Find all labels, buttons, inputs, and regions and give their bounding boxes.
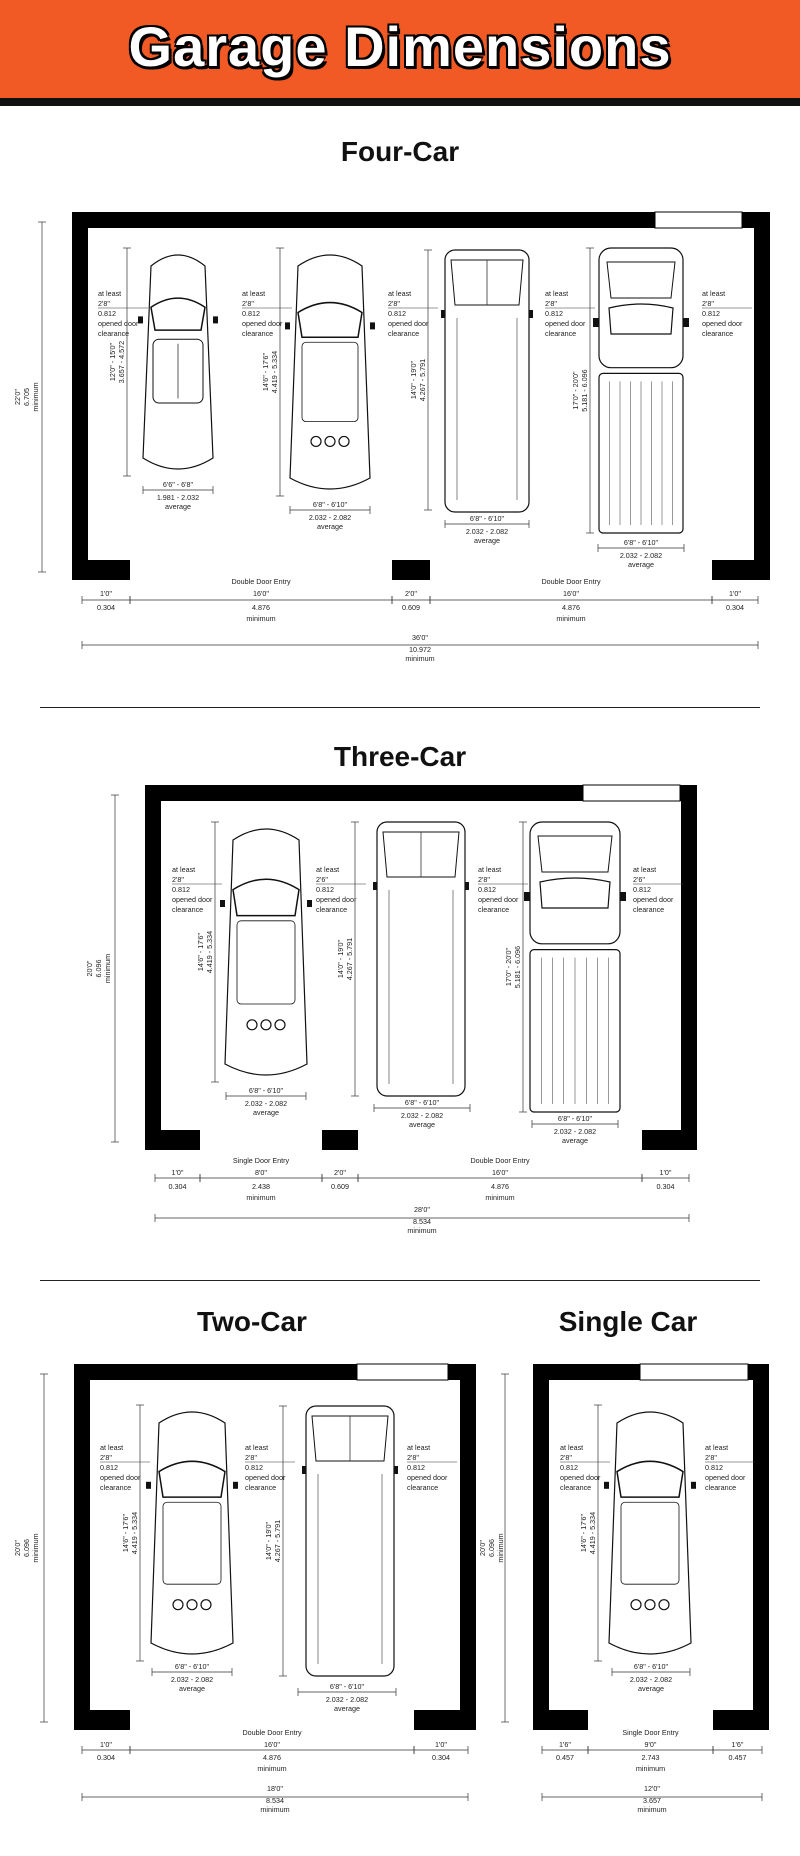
clearance-word: clearance [100,1483,132,1492]
vehicle-width-average: average [317,522,343,531]
vehicle-width-average: average [638,1684,664,1693]
van-mirror [394,1466,398,1474]
vehicle-width-m: 2.032 - 2.082 [400,1111,444,1120]
clearance-ft: 2'8" [388,299,400,308]
clearance-ft: 2'8" [478,875,490,884]
vehicle-width-ft: 6'8" - 6'10" [329,1682,365,1691]
clearance-opened-door: opened door [478,895,519,904]
segment-m: 4.876 [252,603,270,612]
clearance-opened-door: opened door [172,895,213,904]
front-wall-pier [713,1710,769,1730]
clearance-ft: 2'8" [407,1453,419,1462]
segment-ft: 8'0" [255,1168,267,1177]
clearance-at-least: at least [100,1443,124,1452]
clearance-opened-door: opened door [245,1473,286,1482]
vehicle-width-m: 2.032 - 2.082 [325,1695,369,1704]
vehicle-length-m: 5.181 - 6.096 [580,369,589,412]
section-title: Single Car [558,1306,698,1337]
overall-depth-m: 6.096 [94,959,103,978]
clearance-ft: 2'8" [702,299,714,308]
front-wall-pier [712,560,770,580]
front-wall-pier [414,1710,476,1730]
vehicle-length-ft: 17'0" - 20'0" [571,371,580,410]
overall-width-ft: 28'0" [414,1205,430,1214]
vehicle-width-ft: 6'8" - 6'10" [312,500,348,509]
clearance-m: 0.812 [702,309,720,318]
clearance-opened-door: opened door [242,319,283,328]
garage-wall-back [748,1364,769,1380]
vehicle-roadster [108,248,218,511]
vehicle-width-m: 2.032 - 2.082 [629,1675,673,1684]
overall-depth-ft: 20'0" [85,960,94,977]
sedan-windshield [159,1461,225,1497]
vehicle-width-m: 2.032 - 2.082 [308,513,352,522]
vehicle-length-ft: 14'6" - 17'6" [579,1513,588,1553]
clearance-at-least: at least [702,289,726,298]
overall-depth-m: 6.096 [22,1539,31,1557]
door-entry-label: Double Door Entry [242,1728,302,1737]
clearance-m: 0.812 [388,309,406,318]
clearance-opened-door: opened door [633,895,674,904]
clearance-word: clearance [478,905,510,914]
service-door [640,1364,748,1380]
vehicle-length-m: 4.419 - 5.334 [588,1511,597,1555]
vehicle-width-average: average [165,502,191,511]
clearance-m: 0.812 [545,309,563,318]
clearance-word: clearance [172,905,204,914]
vehicle-width-average: average [253,1108,279,1117]
clearance-m: 0.812 [245,1463,263,1472]
van-mirror [373,882,377,890]
garage-wall-left [74,1364,90,1730]
segment-m: 2.743 [641,1753,660,1762]
clearance-at-least: at least [316,865,340,874]
segment-m: 2.438 [252,1182,270,1191]
clearance-at-least: at least [407,1443,431,1452]
vehicle-length-ft: 14'0" - 19'0" [409,360,418,400]
clearance-word: clearance [388,329,420,338]
clearance-word: clearance [242,329,274,338]
clearance-m: 0.812 [560,1463,578,1472]
clearance-at-least: at least [388,289,412,298]
clearance-m: 0.812 [478,885,496,894]
clearance-word: clearance [98,329,130,338]
vehicle-sedan [196,822,312,1117]
segment-m: 4.876 [263,1753,281,1762]
vehicle-length-ft: 12'0" - 15'0" [108,342,117,382]
overall-width-m: 8.534 [266,1796,284,1805]
clearance-at-least: at least [172,865,196,874]
vehicle-van [264,1406,398,1713]
vehicle-width-ft: 6'8" - 6'10" [174,1662,210,1671]
clearance-at-least: at least [560,1443,584,1452]
vehicle-width-m: 2.032 - 2.082 [553,1127,597,1136]
sedan-mirror [691,1482,696,1489]
door-entry-label: Double Door Entry [541,577,601,586]
clearance-word: clearance [407,1483,439,1492]
clearance-ft: 2'8" [172,875,184,884]
clearance-m: 0.812 [316,885,334,894]
garage-wall-right [681,785,697,1150]
overall-depth-m: 6.705 [22,388,31,406]
pickup-mirror [593,318,599,327]
vehicle-length-ft: 14'6" - 17'6" [121,1513,130,1553]
clearance-ft: 2'8" [242,299,254,308]
vehicle-width-ft: 6'6" - 6'8" [162,480,194,489]
segment-note: minimum [635,1764,666,1773]
sedan-mirror [370,322,375,329]
clearance-ft: 2'8" [705,1453,717,1462]
garage-wall-back [533,1364,640,1380]
vehicle-length-ft: 14'0" - 19'0" [264,1521,273,1561]
roadster-windshield [151,298,205,330]
clearance-m: 0.812 [98,309,116,318]
clearance-m: 0.812 [705,1463,723,1472]
clearance-ft: 2'6" [633,875,645,884]
vehicle-pickup [504,822,626,1145]
vehicle-length-ft: 14'6" - 17'6" [261,352,270,392]
clearance-m: 0.812 [100,1463,118,1472]
vehicle-width-ft: 6'8" - 6'10" [633,1662,669,1671]
vehicle-width-m: 2.032 - 2.082 [619,551,663,560]
segment-ft: 9'0" [644,1740,657,1749]
clearance-ft: 2'8" [98,299,110,308]
clearance-opened-door: opened door [98,319,139,328]
vehicle-width-average: average [409,1120,435,1129]
segment-ft: 16'0" [492,1168,508,1177]
segment-ft: 1'0" [435,1740,447,1749]
clearance-opened-door: opened door [705,1473,746,1482]
segment-ft: 16'0" [264,1740,280,1749]
clearance-m: 0.812 [633,885,651,894]
garage-wall-left [145,785,161,1150]
garage-plan [13,212,770,663]
clearance-word: clearance [245,1483,277,1492]
van-mirror [441,310,445,318]
clearance-opened-door: opened door [100,1473,141,1482]
vehicle-length-m: 3.657 - 4.572 [117,340,126,384]
overall-width-note: minimum [260,1805,290,1814]
vehicle-length-ft: 14'6" - 17'6" [196,932,205,972]
garage-plan [85,785,697,1235]
segment-ft: 16'0" [253,589,269,598]
vehicle-width-m: 1.981 - 2.032 [156,493,200,502]
door-entry-label: Single Door Entry [232,1156,290,1165]
segment-ft: 2'0" [405,589,417,598]
segment-m: 0.304 [726,603,744,612]
vehicle-width-average: average [179,1684,205,1693]
sedan-mirror [220,900,225,907]
overall-depth-ft: 22'0" [13,389,22,405]
clearance-ft: 2'8" [245,1453,257,1462]
door-entry-label: Single Door Entry [622,1728,679,1737]
overall-depth-ft: 20'0" [478,1540,487,1556]
front-wall-pier [533,1710,588,1730]
segment-m: 0.609 [402,603,420,612]
overall-depth-note: minimum [31,1533,40,1563]
segment-note: minimum [556,614,586,623]
clearance-at-least: at least [245,1443,269,1452]
van-mirror [302,1466,306,1474]
garage-wall-back [74,1364,357,1380]
segment-m: 0.457 [556,1753,574,1762]
garage-wall-right [753,1364,769,1730]
vehicle-length-ft: 14'0" - 19'0" [336,939,345,979]
clearance-word: clearance [633,905,665,914]
clearance-m: 0.812 [242,309,260,318]
clearance-at-least: at least [633,865,657,874]
garage-wall-right [754,212,770,580]
roadster-mirror [138,316,143,323]
overall-width-note: minimum [637,1805,667,1814]
garage-plan [13,1364,476,1814]
overall-width-m: 3.657 [643,1796,661,1805]
overall-depth-note: minimum [31,382,40,412]
overall-width-note: minimum [407,1226,437,1235]
overall-width-ft: 12'0" [644,1784,660,1793]
roadster-mirror [213,316,218,323]
pickup-mirror [524,892,530,901]
overall-depth-ft: 20'0" [13,1540,22,1556]
overall-depth-note: minimum [103,953,112,984]
clearance-opened-door: opened door [560,1473,601,1482]
sedan-mirror [146,1482,151,1489]
vehicle-sedan [121,1405,238,1693]
segment-m: 0.304 [168,1182,187,1191]
vehicle-length-ft: 17'0" - 20'0" [504,947,513,987]
front-wall-pier [74,1710,130,1730]
vehicle-width-ft: 6'8" - 6'10" [557,1114,593,1123]
garage-wall-back [145,785,583,801]
pickup-mirror [683,318,689,327]
sedan-mirror [233,1482,238,1489]
clearance-word: clearance [705,1483,737,1492]
clearance-opened-door: opened door [545,319,586,328]
vehicle-width-m: 2.032 - 2.082 [244,1099,288,1108]
segment-ft: 1'0" [100,589,112,598]
sedan-windshield [298,303,362,338]
overall-width-m: 8.534 [413,1217,431,1226]
clearance-at-least: at least [242,289,266,298]
section-title: Four-Car [340,136,460,167]
segment-m: 0.304 [432,1753,450,1762]
overall-depth-m: 6.096 [487,1539,496,1557]
vehicle-length-m: 5.181 - 6.096 [513,945,522,989]
front-wall-pier [392,560,430,580]
vehicle-width-average: average [334,1704,360,1713]
vehicle-width-ft: 6'8" - 6'10" [248,1086,284,1095]
segment-ft: 1'0" [729,589,741,598]
vehicle-width-average: average [474,536,500,545]
clearance-at-least: at least [545,289,569,298]
segment-note: minimum [485,1193,515,1202]
vehicle-length-m: 4.267 - 5.791 [418,358,427,402]
sedan-windshield [617,1461,683,1497]
segment-m: 4.876 [562,603,580,612]
section-divider [40,707,760,708]
sedan-mirror [307,900,312,907]
vehicle-width-ft: 6'8" - 6'10" [404,1098,440,1107]
clearance-ft: 2'6" [316,875,328,884]
vehicle-width-m: 2.032 - 2.082 [170,1675,214,1684]
overall-width-note: minimum [405,654,435,663]
segment-note: minimum [257,1764,287,1773]
van-mirror [465,882,469,890]
vehicle-length-m: 4.419 - 5.334 [205,930,214,974]
vehicle-width-m: 2.032 - 2.082 [465,527,509,536]
clearance-opened-door: opened door [407,1473,448,1482]
overall-depth-note: minimum [496,1533,505,1563]
section-title: Three-Car [333,741,467,772]
vehicle-length-m: 4.419 - 5.334 [130,1511,139,1555]
page-title: Garage Dimensions [128,15,672,78]
segment-m: 4.876 [491,1182,509,1191]
garage-wall-right [460,1364,476,1730]
sedan-mirror [604,1482,609,1489]
clearance-ft: 2'8" [545,299,557,308]
clearance-m: 0.812 [172,885,190,894]
vehicle-van [409,250,533,545]
segment-ft: 1'0" [100,1740,112,1749]
vehicle-length-m: 4.267 - 5.791 [273,1519,282,1563]
section-title: Two-Car [197,1306,307,1337]
service-door [583,785,680,801]
front-wall-pier [145,1130,200,1150]
service-door [357,1364,448,1380]
garage-plan [478,1364,769,1814]
segment-m: 0.304 [656,1182,675,1191]
vehicle-width-average: average [628,560,654,569]
vehicle-length-m: 4.419 - 5.334 [270,350,279,394]
clearance-at-least: at least [478,865,502,874]
segment-m: 0.304 [97,603,115,612]
segment-ft: 1'6" [559,1740,571,1749]
clearance-m: 0.812 [407,1463,425,1472]
clearance-word: clearance [702,329,734,338]
vehicle-sedan [261,248,375,531]
clearance-opened-door: opened door [316,895,357,904]
clearance-word: clearance [545,329,577,338]
front-wall-pier [642,1130,697,1150]
clearance-at-least: at least [705,1443,729,1452]
segment-note: minimum [246,614,276,623]
vehicle-pickup [571,248,689,569]
overall-width-m: 10.972 [409,645,431,654]
garage-wall-left [533,1364,549,1730]
overall-width-ft: 18'0" [267,1784,283,1793]
vehicle-width-ft: 6'8" - 6'10" [623,538,659,547]
segment-ft: 1'6" [731,1740,744,1749]
garage-wall-back [680,785,697,801]
clearance-opened-door: opened door [702,319,743,328]
sedan-windshield [233,879,299,915]
garage-wall-back [448,1364,476,1380]
door-entry-label: Double Door Entry [470,1156,530,1165]
pickup-cab [530,822,620,944]
segment-m: 0.457 [728,1753,747,1762]
segment-ft: 16'0" [563,589,579,598]
overall-width-ft: 36'0" [412,633,428,642]
clearance-word: clearance [316,905,348,914]
door-entry-label: Double Door Entry [231,577,291,586]
garage-wall-back [742,212,770,228]
sedan-mirror [285,322,290,329]
section-divider [40,1280,760,1281]
clearance-opened-door: opened door [388,319,429,328]
vehicle-length-m: 4.267 - 5.791 [345,937,354,981]
garage-wall-back [72,212,655,228]
garage-wall-left [72,212,88,580]
segment-note: minimum [246,1193,276,1202]
clearance-ft: 2'8" [560,1453,572,1462]
front-wall-pier [72,560,130,580]
clearance-word: clearance [560,1483,592,1492]
segment-ft: 1'0" [171,1168,184,1177]
front-wall-pier [322,1130,358,1150]
pickup-mirror [620,892,626,901]
segment-ft: 2'0" [334,1168,346,1177]
clearance-ft: 2'8" [100,1453,112,1462]
clearance-at-least: at least [98,289,122,298]
vehicle-width-ft: 6'8" - 6'10" [469,514,505,523]
vehicle-van [336,822,470,1129]
van-mirror [529,310,533,318]
segment-m: 0.609 [331,1182,349,1191]
segment-m: 0.304 [97,1753,115,1762]
segment-ft: 1'0" [659,1168,672,1177]
vehicle-width-average: average [562,1136,588,1145]
service-door [655,212,742,228]
vehicle-sedan [579,1405,696,1693]
